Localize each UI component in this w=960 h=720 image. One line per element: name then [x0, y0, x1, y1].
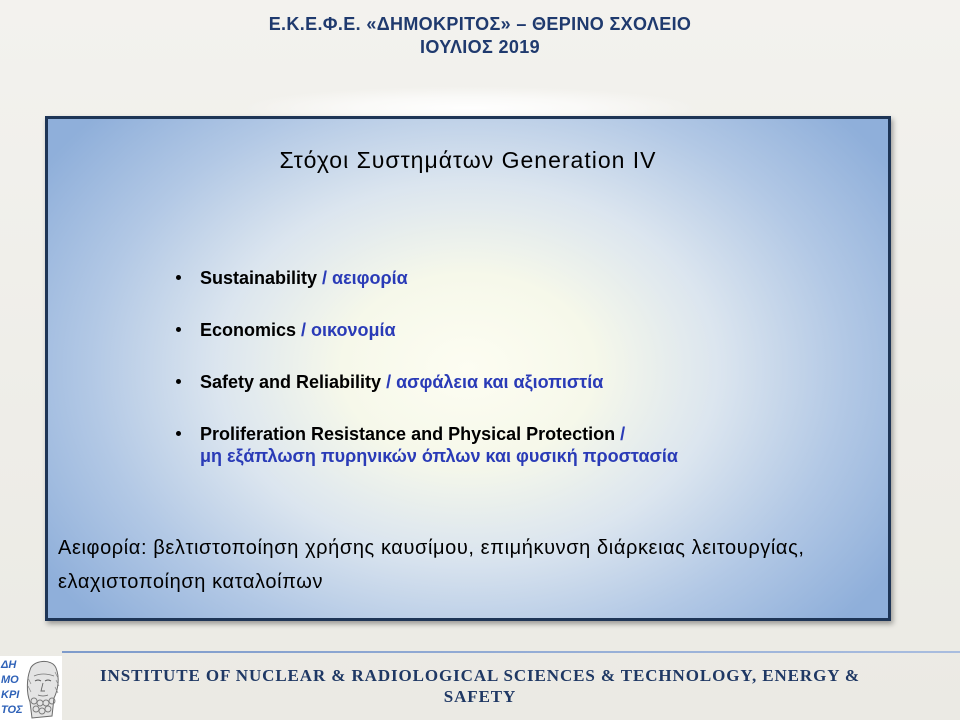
goals-list	[176, 267, 876, 497]
institute-logo	[0, 656, 62, 720]
portrait-head	[27, 661, 58, 718]
logo-letter-line: ΜΟ	[1, 674, 19, 686]
bullet-icon	[176, 431, 181, 436]
goal-label-gr: / αειφορία	[322, 268, 408, 288]
footer-divider	[62, 651, 960, 653]
header-title: Ε.Κ.Ε.Φ.Ε. «ΔΗΜΟΚΡΙΤΟΣ» – ΘΕΡΙΝΟ ΣΧΟΛΕΙΟ	[268, 14, 692, 34]
goal-separator: /	[620, 424, 626, 444]
header-date: ΙΟΥΛΙΟΣ 2019	[420, 37, 540, 57]
goal-label-en: Sustainability	[200, 268, 318, 288]
goal-item	[176, 423, 876, 467]
logo-letter-line: ΚΡΙ	[1, 689, 20, 701]
democritus-portrait-icon	[22, 656, 62, 720]
goal-item	[176, 267, 876, 289]
content-box	[45, 116, 891, 621]
goal-item	[176, 319, 876, 341]
goal-label-en: Economics	[200, 320, 297, 340]
logo-letter-line: ΔΗ	[1, 659, 17, 671]
institute-name: INSTITUTE OF NUCLEAR & RADIOLOGICAL SCIENCES & TECHNOLOGY, ENERGY & SAFETY	[100, 666, 860, 706]
sustainability-note: Αειφορία: βελτιστοποίηση χρήσης καυσίμου, επιμήκυνση διάρκειας λειτουργίας, ελαχιστοποίηση καταλοίπων	[58, 537, 805, 593]
goal-label-en: Safety and Reliability	[200, 372, 382, 392]
bullet-icon	[176, 379, 181, 384]
goal-label-gr: / οικονομία	[301, 320, 396, 340]
goal-item	[176, 371, 876, 393]
goal-label-gr: / ασφάλεια και αξιοπιστία	[386, 372, 604, 392]
logo-letter-line: ΤΟΣ	[1, 704, 23, 716]
bullet-icon	[176, 327, 181, 332]
bullet-icon	[176, 275, 181, 280]
goal-label-gr: μη εξάπλωση πυρηνικών όπλων και φυσική προστασία	[200, 446, 678, 466]
goal-label-en: Proliferation Resistance and Physical Protection	[200, 424, 616, 444]
slide-title: Στόχοι Συστημάτων Generation IV	[279, 147, 657, 173]
slide-header	[0, 13, 960, 59]
